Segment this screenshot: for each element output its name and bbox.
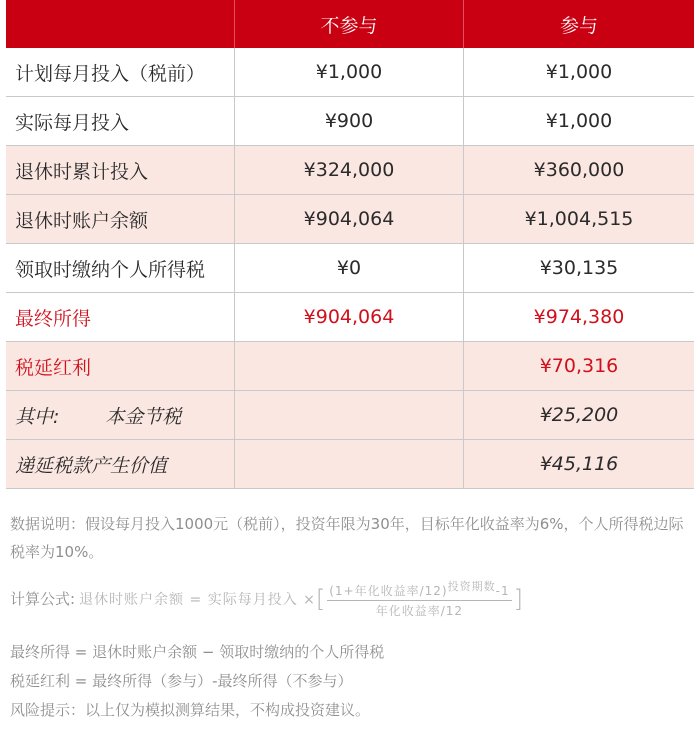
formula-fraction (327, 578, 511, 619)
row-label-sub: 本金节税 (105, 405, 182, 428)
formula-lhs: 退休时账户余额 = 实际每月投入 × (79, 591, 316, 608)
row-value-no (234, 342, 463, 390)
notes-section (10, 510, 690, 566)
formula-num-base: (1+年化收益率/12) (329, 584, 448, 598)
row-label: 领取时缴纳个人所得税 (15, 258, 206, 281)
row-value-no: ¥0 (234, 244, 463, 292)
row-label-prefix: 其中: (15, 405, 60, 428)
table-row (6, 293, 694, 342)
row-value-yes: ¥30,135 (463, 244, 694, 292)
row-value-yes: ¥25,200 (463, 391, 694, 439)
risk-warning: 风险提示：以上仅为模拟测算结果，不构成投资建议。 (10, 701, 371, 719)
row-label: 实际每月投入 (15, 111, 130, 134)
row-value-no: ¥324,000 (234, 146, 463, 194)
header-empty-cell (6, 0, 234, 48)
formula-label: 计算公式: (10, 590, 76, 608)
row-label: 计划每月投入（税前） (15, 62, 206, 85)
header-not-participate: 不参与 (234, 0, 463, 48)
row-label: 最终所得 (15, 307, 92, 330)
row-value-yes: ¥1,000 (463, 48, 694, 96)
row-label (6, 391, 234, 439)
bracket-close: ] (513, 584, 523, 613)
row-value-yes: ¥360,000 (463, 146, 694, 194)
row-value-yes: ¥1,004,515 (463, 195, 694, 243)
formula-num-exp: 投资期数 (447, 580, 496, 593)
row-value-no: ¥900 (234, 97, 463, 145)
tax-deferral-bonus-formula: 税延红利 = 最终所得（参与）-最终所得（不参与） (10, 672, 353, 690)
header-participate: 参与 (463, 0, 694, 48)
table-row (6, 342, 694, 391)
row-value-no: ¥904,064 (234, 293, 463, 341)
row-label: 税延红利 (15, 356, 92, 379)
row-label: 递延税款产生价值 (15, 454, 168, 477)
table-header (6, 0, 694, 48)
row-value-no: ¥904,064 (234, 195, 463, 243)
comparison-table (6, 0, 694, 489)
row-value-no (234, 440, 463, 488)
table-row (6, 97, 694, 146)
table-row (6, 195, 694, 244)
row-value-yes: ¥1,000 (463, 97, 694, 145)
row-value-no (234, 391, 463, 439)
final-income-formula: 最终所得 = 退休时账户余额 − 领取时缴纳的个人所得税 (10, 643, 385, 661)
row-value-no: ¥1,000 (234, 48, 463, 96)
formula-denominator: 年化收益率/12 (375, 604, 464, 618)
formula-num-minus: -1 (495, 584, 510, 598)
row-value-yes: ¥45,116 (463, 440, 694, 488)
formula-numerator (327, 578, 511, 601)
row-label: 退休时账户余额 (15, 209, 149, 232)
table-row (6, 440, 694, 489)
table-row (6, 146, 694, 195)
data-description: 数据说明：假设每月投入1000元（税前），投资年限为30年，目标年化收益率为6%，个人所得税边际税率为10%。 (10, 515, 684, 561)
formula (10, 578, 523, 619)
row-value-yes: ¥974,380 (463, 293, 694, 341)
table-row (6, 48, 694, 97)
row-label: 退休时累计投入 (15, 160, 149, 183)
table-row (6, 244, 694, 293)
row-value-yes: ¥70,316 (463, 342, 694, 390)
formula-lines (10, 638, 384, 725)
table-row (6, 391, 694, 440)
bracket-open: [ (315, 584, 326, 613)
